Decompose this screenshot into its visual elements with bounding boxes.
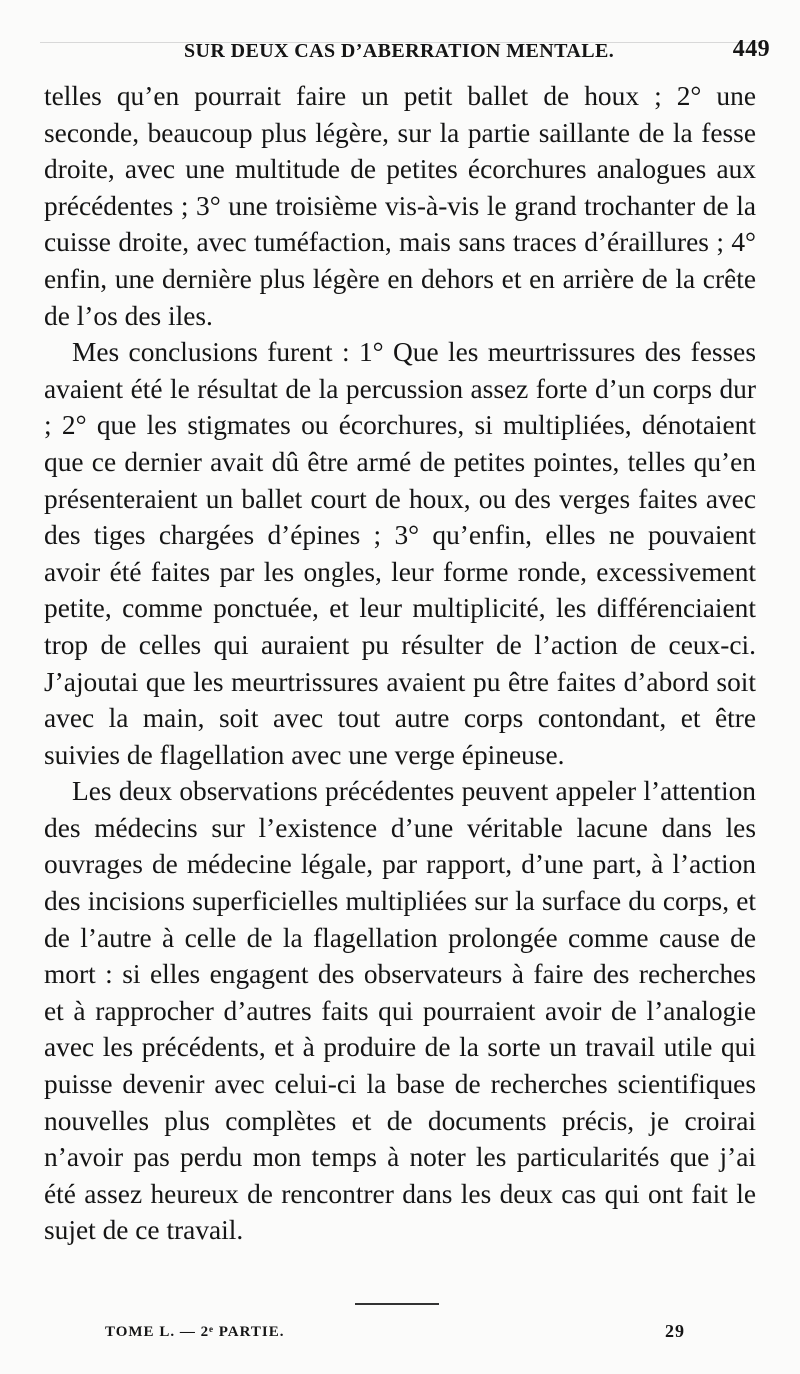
running-head-title: SUR DEUX CAS D’ABERRATION MENTALE. — [184, 40, 615, 62]
page-number: 449 — [732, 36, 770, 62]
paragraph-closing: Les deux observations précédentes peuvent appeler l’attention des médecins sur l’existence d’une véritable lacune dans les ouvrages de médecine légale, par rapport, d’une part, à l’action des incisions superficielles multipliées sur la surface du corps, et de l’autre à celle de la flagellation prolongée comme cause de mort : si elles engagent des observateurs à faire des recherches et à rapprocher d’autres faits qui pourraient avoir de l’analogie avec les précédents, et à produire de la sorte un travail utile qui puisse devenir avec celui-ci la base de recherches scientifiques nouvelles plus complètes et de documents précis, je croirai n’avoir pas perdu mon temps à noter les particularités que j’ai été assez heureux de rencontrer dans les deux cas qui ont fait le sujet de ce travail. — [44, 776, 756, 1246]
page-footer — [105, 1321, 685, 1351]
paragraph-conclusions: Mes conclusions furent : 1° Que les meurtrissures des fesses avaient été le résultat de la percussion assez forte d’un corps dur ; 2° que les stigmates ou écorchures, si multipliées, dénotaient que ce dernier avait dû être armé de petites pointes, telles qu’en présenteraient un ballet court de houx, ou des verges faites avec des tiges chargées d’épines ; 3° qu’enfin, elles ne pouvaient avoir été faites par les ongles, leur forme ronde, excessivement petite, comme ponctuée, et leur multiplicité, les différenciaient trop de celles qui auraient pu résulter de l’action de ceux-ci. J’ajoutai que les meurtrissures avaient pu être faites d’abord soit avec la main, soit avec tout autre corps contondant, et être suivies de flagellation avec une verge épineuse. — [44, 337, 756, 770]
sheet-number: 29 — [665, 1321, 685, 1341]
volume-signature: TOME L. — 2ᵉ PARTIE. — [105, 1324, 285, 1340]
paragraph-continuation: telles qu’en pourrait faire un petit ballet de houx ; 2° une seconde, beaucoup plus légère, sur la partie saillante de la fesse droite, avec une multitude de petites écorchures analogues aux précédentes ; 3° une troisième vis-à-vis le grand trochanter de la cuisse droite, avec tuméfaction, mais sans traces d’éraillures ; 4° enfin, une dernière plus légère en dehors et en arrière de la crête de l’os des iles. — [44, 81, 756, 331]
body-text — [44, 78, 756, 1249]
footer-rule — [355, 1303, 439, 1305]
running-head — [120, 34, 770, 70]
